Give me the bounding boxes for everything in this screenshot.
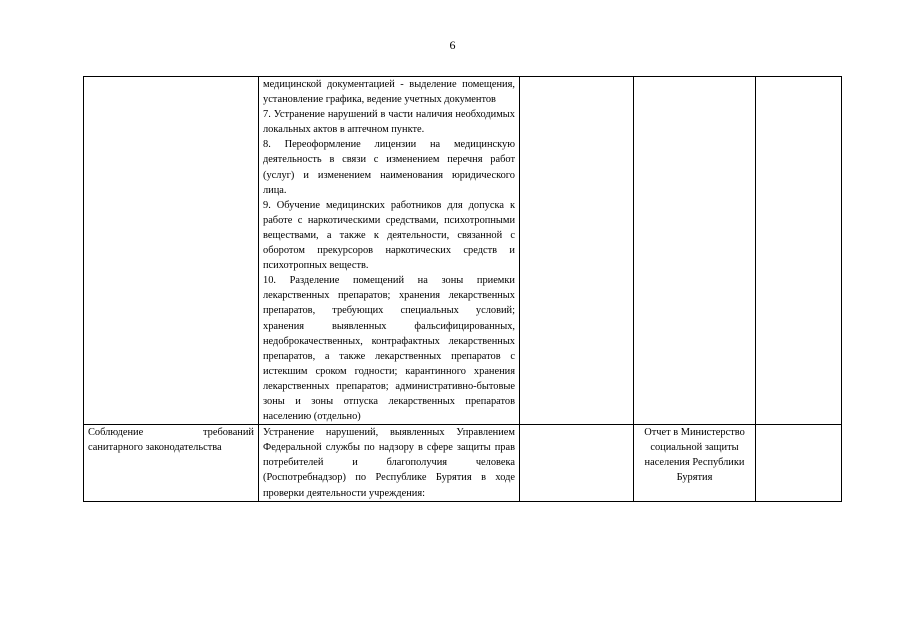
row2-report-cell: Отчет в Министерство социальной защиты населения Республики Бурятия (634, 425, 756, 501)
row1-col1-cell (84, 77, 259, 425)
measure-paragraph: 7. Устранение нарушений в части наличия необходимых локальных актов в аптечном пункте. (263, 109, 515, 136)
page-number: 6 (449, 38, 456, 52)
row2-col3-cell (520, 425, 634, 501)
measure-paragraph: 8. Переоформление лицензии на медицинскую деятельность в связи с изменением перечня работ (услуг) и изменением наименования юридического лица. (263, 139, 515, 196)
measures-table (83, 76, 842, 502)
row1-measures-cell (259, 77, 520, 425)
table-row (84, 425, 842, 501)
measure-paragraph: Устранение нарушений, выявленных Управлением Федеральной службы по надзору в сфере защиты прав потребителей и благополучия человека (Роспотребнадзор) по Республике Бурятия в ходе проверки деятельности учреждения: (263, 427, 515, 499)
measure-paragraph: 10. Разделение помещений на зоны приемки лекарственных препаратов; хранения лекарственных препаратов, требующих специальных условий; хранения выявленных фальсифицированных, недоброкачественных, контрафактных лекарственных препаратов, а также лекарственных препаратов с истекшим сроком годности; карантинного хранения лекарственных препаратов; административно-бытовые зоны и зоны отпуска лекарственных препаратов населению (отдельно) (263, 275, 515, 423)
measure-paragraph: медицинской документацией - выделение помещения, установление графика, ведение учетных документов (263, 79, 515, 106)
measure-paragraph: 9. Обучение медицинских работников для допуска к работе с наркотическими средствами, психотропными веществами, а также к деятельности, связанной с оборотом прекурсоров наркотических средств и психотропных веществ. (263, 199, 515, 272)
row2-col5-cell (756, 425, 842, 501)
row1-col3-cell (520, 77, 634, 425)
row1-col5-cell (756, 77, 842, 425)
row1-col4-cell (634, 77, 756, 425)
table-row (84, 77, 842, 425)
row2-requirement-cell: Соблюдение требований санитарного законодательства (84, 425, 259, 501)
row2-measures-cell (259, 425, 520, 501)
